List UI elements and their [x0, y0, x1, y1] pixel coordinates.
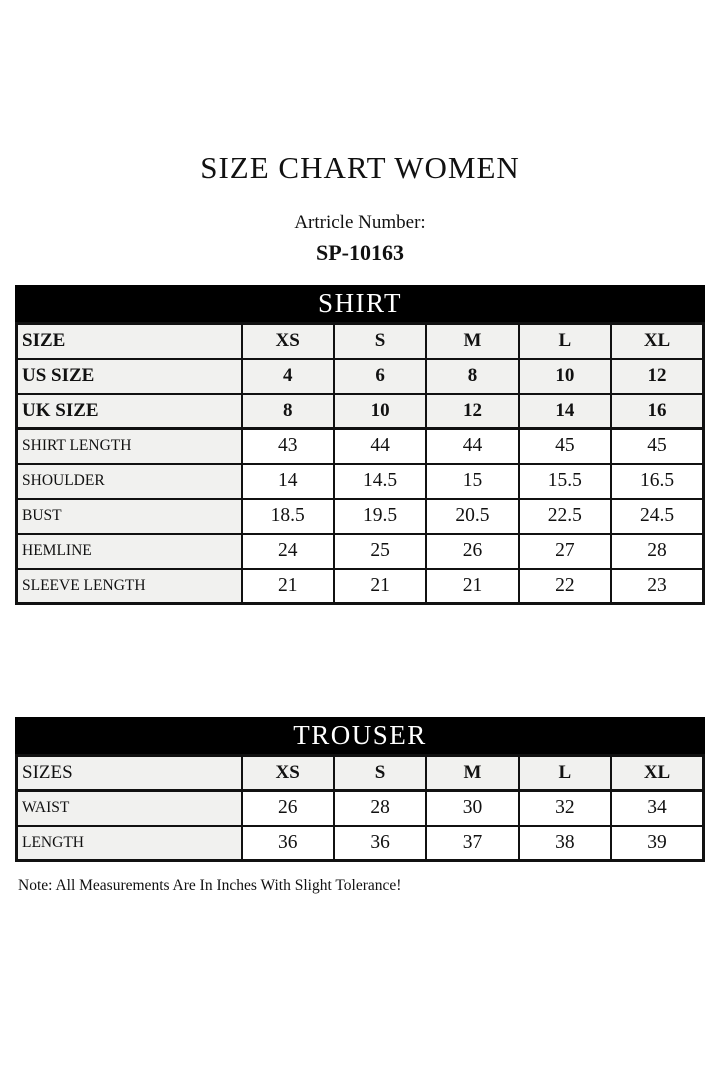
- size-value-cell: L: [519, 756, 611, 791]
- table-row: [17, 756, 704, 791]
- size-value-cell: 21: [426, 569, 518, 604]
- table-row: [17, 324, 704, 359]
- size-value-cell: M: [426, 756, 518, 791]
- size-value-cell: 28: [334, 791, 426, 826]
- size-value-cell: 22.5: [519, 499, 611, 534]
- size-value-cell: 14.5: [334, 464, 426, 499]
- size-value-cell: M: [426, 324, 518, 359]
- size-value-cell: 37: [426, 826, 518, 861]
- size-value-cell: L: [519, 324, 611, 359]
- size-value-cell: 10: [519, 359, 611, 394]
- size-value-cell: 16: [611, 394, 703, 429]
- size-value-cell: 18.5: [242, 499, 334, 534]
- article-number-label: Artricle Number:: [294, 212, 426, 233]
- row-label: HEMLINE: [17, 534, 242, 569]
- size-value-cell: 28: [611, 534, 703, 569]
- size-value-cell: 26: [426, 534, 518, 569]
- size-value-cell: XS: [242, 324, 334, 359]
- shirt-size-grid: [15, 322, 705, 605]
- row-label: US SIZE: [17, 359, 242, 394]
- row-label: SLEEVE LENGTH: [17, 569, 242, 604]
- size-value-cell: 21: [334, 569, 426, 604]
- trouser-table-section: [15, 717, 705, 862]
- size-value-cell: 6: [334, 359, 426, 394]
- size-value-cell: 43: [242, 429, 334, 464]
- row-label: LENGTH: [17, 826, 242, 861]
- size-value-cell: 20.5: [426, 499, 518, 534]
- table-row: [17, 394, 704, 429]
- table-row: [17, 826, 704, 861]
- size-value-cell: 14: [519, 394, 611, 429]
- row-label: BUST: [17, 499, 242, 534]
- trouser-table-banner: TROUSER: [15, 717, 705, 754]
- size-note: Note: All Measurements Are In Inches With Slight Tolerance!: [18, 877, 402, 894]
- size-value-cell: S: [334, 756, 426, 791]
- size-value-cell: 8: [242, 394, 334, 429]
- row-label: WAIST: [17, 791, 242, 826]
- size-value-cell: 44: [426, 429, 518, 464]
- size-value-cell: 36: [242, 826, 334, 861]
- trouser-size-grid: [15, 754, 705, 862]
- size-value-cell: XL: [611, 324, 703, 359]
- row-label: SIZES: [17, 756, 242, 791]
- size-value-cell: 38: [519, 826, 611, 861]
- size-value-cell: 14: [242, 464, 334, 499]
- table-row: [17, 569, 704, 604]
- size-value-cell: 30: [426, 791, 518, 826]
- size-value-cell: 25: [334, 534, 426, 569]
- size-value-cell: 23: [611, 569, 703, 604]
- size-value-cell: 45: [611, 429, 703, 464]
- table-row: [17, 534, 704, 569]
- size-value-cell: 12: [611, 359, 703, 394]
- page-title: SIZE CHART WOMEN: [200, 150, 520, 185]
- size-value-cell: 24: [242, 534, 334, 569]
- row-label: SIZE: [17, 324, 242, 359]
- size-value-cell: 4: [242, 359, 334, 394]
- size-value-cell: 36: [334, 826, 426, 861]
- table-row: [17, 429, 704, 464]
- size-value-cell: 45: [519, 429, 611, 464]
- row-label: SHIRT LENGTH: [17, 429, 242, 464]
- size-value-cell: 26: [242, 791, 334, 826]
- row-label: SHOULDER: [17, 464, 242, 499]
- size-value-cell: 32: [519, 791, 611, 826]
- size-value-cell: 39: [611, 826, 703, 861]
- table-row: [17, 464, 704, 499]
- size-value-cell: 8: [426, 359, 518, 394]
- table-row: [17, 359, 704, 394]
- size-value-cell: 19.5: [334, 499, 426, 534]
- size-value-cell: 10: [334, 394, 426, 429]
- size-value-cell: 15.5: [519, 464, 611, 499]
- size-value-cell: 34: [611, 791, 703, 826]
- table-row: [17, 791, 704, 826]
- table-row: [17, 499, 704, 534]
- size-value-cell: 44: [334, 429, 426, 464]
- size-value-cell: S: [334, 324, 426, 359]
- size-value-cell: 21: [242, 569, 334, 604]
- size-value-cell: 24.5: [611, 499, 703, 534]
- row-label: UK SIZE: [17, 394, 242, 429]
- shirt-table-banner: SHIRT: [15, 285, 705, 322]
- size-value-cell: 16.5: [611, 464, 703, 499]
- size-value-cell: XL: [611, 756, 703, 791]
- shirt-table-section: [15, 285, 705, 605]
- size-value-cell: XS: [242, 756, 334, 791]
- size-value-cell: 27: [519, 534, 611, 569]
- size-value-cell: 22: [519, 569, 611, 604]
- article-number: SP-10163: [316, 240, 404, 265]
- size-value-cell: 12: [426, 394, 518, 429]
- size-value-cell: 15: [426, 464, 518, 499]
